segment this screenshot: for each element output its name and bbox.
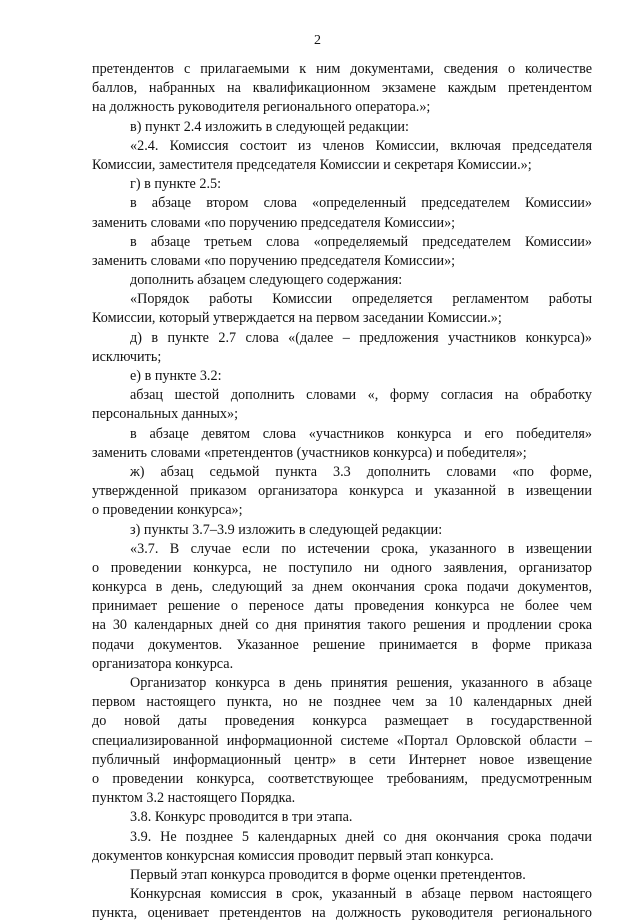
text-line: в) пункт 2.4 изложить в следующей редакции: xyxy=(130,118,409,135)
text-line: заменить словами «по поручению председателя Комиссии»; xyxy=(92,214,456,231)
text-line: принимает решение о переносе даты проведения конкурса не более чем xyxy=(92,598,592,615)
text-line: пунктом 3.2 настоящего Порядка. xyxy=(92,790,296,807)
text-line: в абзаце девятом слова «участников конкурса и его победителя» xyxy=(130,425,592,442)
text-line: в абзаце втором слова «определенный председателем Комиссии» xyxy=(130,195,592,212)
text-line: документов конкурсная комиссия проводит первый этап конкурса. xyxy=(92,847,494,864)
text-line: конкурса в день, следующий за днем окончания срока подачи документов, xyxy=(92,579,592,596)
page-number: 2 xyxy=(314,33,321,48)
text-line: о проведении конкурса, соответствующее требованиям, предусмотренным xyxy=(92,770,592,787)
text-line: персональных данных»; xyxy=(92,406,239,423)
text-line: Комиссии, заместителя председателя Комиссии и секретаря Комиссии.»; xyxy=(92,156,532,173)
text-line: г) в пункте 2.5: xyxy=(130,176,222,193)
text-line: е) в пункте 3.2: xyxy=(130,368,222,384)
text-line: Первый этап конкурса проводится в форме оценки претендентов. xyxy=(130,866,526,883)
text-line: пункта, оценивает претендентов на должность руководителя регионального xyxy=(92,905,592,922)
text-line: 3.8. Конкурс проводится в три этапа. xyxy=(130,809,353,826)
text-line: абзац шестой дополнить словами «, форму согласия на обработку xyxy=(130,387,592,404)
text-line: Комиссии, который утверждается на первом заседании Комиссии.»; xyxy=(92,310,502,327)
text-line: публичный информационный центр» в сети Интернет новое извещение xyxy=(92,751,592,768)
text-line: дополнить абзацем следующего содержания: xyxy=(130,272,403,289)
text-line: баллов, набранных на квалификационном экзамене каждым претендентом xyxy=(92,80,592,97)
text-line: до новой даты проведения конкурса размещает в государственной xyxy=(92,713,592,730)
text-line: о проведении конкурса, не поступило ни одного заявления, организатор xyxy=(92,559,592,576)
text-line: утвержденной приказом организатора конкурса и указанной в извещении xyxy=(92,483,592,500)
text-line: заменить словами «претендентов (участников конкурса) и победителя»; xyxy=(92,444,527,461)
text-line: первом настоящего пункта, но не позднее чем за 10 календарных дней xyxy=(92,694,592,711)
text-line: «3.7. В случае если по истечении срока, указанного в извещении xyxy=(130,540,592,557)
text-line: Организатор конкурса в день принятия решения, указанного в абзаце xyxy=(130,675,592,691)
text-line: о проведении конкурса»; xyxy=(92,502,243,519)
text-line: в абзаце третьем слова «определяемый председателем Комиссии» xyxy=(130,233,592,250)
text-line: Конкурсная комиссия в срок, указанный в абзаце первом настоящего xyxy=(130,886,592,903)
document-body xyxy=(92,60,592,923)
text-line: на должность руководителя регионального оператора.»; xyxy=(92,99,431,116)
text-line: заменить словами «по поручению председателя Комиссии»; xyxy=(92,252,456,269)
text-line: специализированной информационной системе «Портал Орловской области – xyxy=(92,732,592,749)
text-line: претендентов с прилагаемыми к ним документами, сведения о количестве xyxy=(92,61,592,77)
text-line: «2.4. Комиссия состоит из членов Комиссии, включая председателя xyxy=(130,137,592,154)
text-line: д) в пункте 2.7 слова «(далее – предложения участников конкурса)» xyxy=(130,329,592,346)
text-line: 3.9. Не позднее 5 календарных дней со дня окончания срока подачи xyxy=(130,828,592,845)
text-line: «Порядок работы Комиссии определяется регламентом работы xyxy=(130,291,592,308)
text-line: подачи документов. Указанное решение принимается в форме приказа xyxy=(92,636,592,653)
text-line: з) пункты 3.7–3.9 изложить в следующей редакции: xyxy=(130,521,443,538)
text-line: на 30 календарных дней со дня принятия такого решения и продлении срока xyxy=(92,617,592,634)
text-line: ж) абзац седьмой пункта 3.3 дополнить словами «по форме, xyxy=(130,463,592,480)
text-line: исключить; xyxy=(92,348,162,365)
text-line: организатора конкурса. xyxy=(92,655,234,672)
